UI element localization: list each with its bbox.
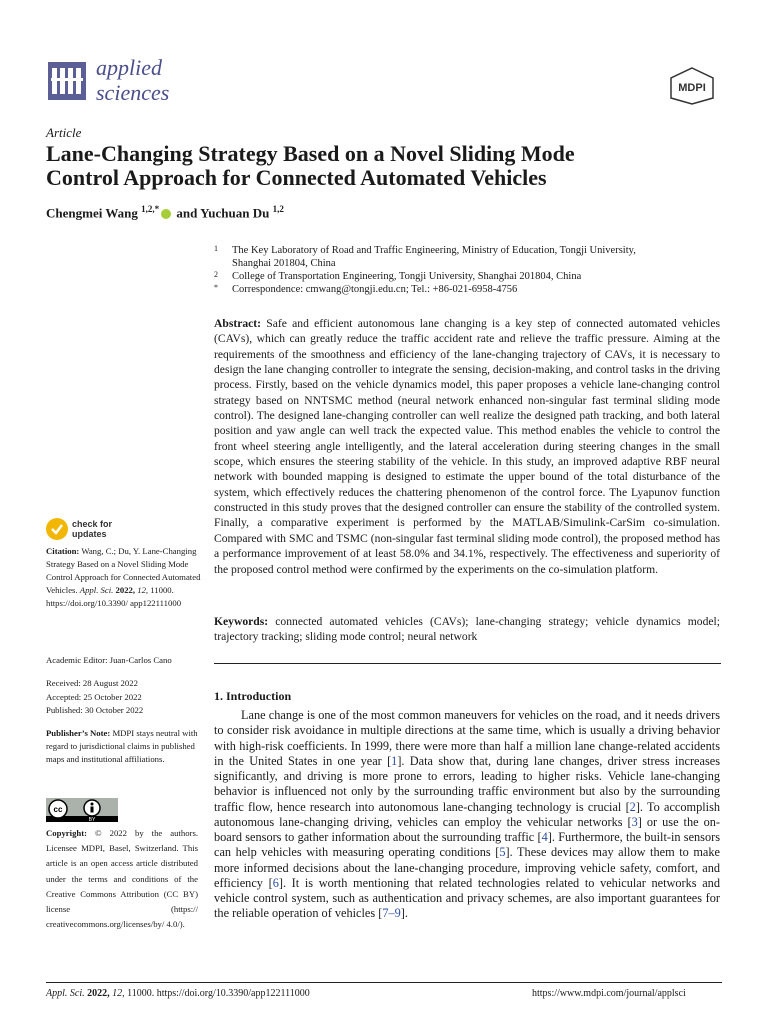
affiliation-mark: 2 <box>214 270 218 279</box>
citation-volume: 12, <box>137 585 149 595</box>
citation-link[interactable]: 5 <box>499 845 506 860</box>
citation-year: 2022, <box>115 585 136 595</box>
affiliation-row <box>214 257 734 270</box>
affiliation-text: College of Transportation Engineering, Tongji University, Shanghai 201804, China <box>232 271 582 282</box>
article-dates <box>46 677 143 718</box>
keywords-label: Keywords: <box>214 615 269 628</box>
orcid-icon[interactable] <box>161 209 171 219</box>
intro-text: ]. <box>400 906 408 921</box>
section-heading: 1. Introduction <box>214 689 292 703</box>
check-updates-line2: updates <box>72 529 107 539</box>
publisher-note-text: MDPI stays neutral with regard to jurisdictional claims in published maps and institutional affiliations. <box>46 728 198 764</box>
intro-text: ] or use the on-board sensors to gather information about the surrounding traffic [ <box>214 814 720 844</box>
academic-editor: Academic Editor: Juan-Carlos Cano <box>46 655 172 665</box>
title-line-2: Control Approach for Connected Automated Vehicles <box>46 165 547 190</box>
check-for-updates-icon[interactable] <box>46 518 68 540</box>
affiliation-text: The Key Laboratory of Road and Traffic Engineering, Ministry of Education, Tongji University, <box>232 245 636 256</box>
svg-text:cc: cc <box>53 805 63 814</box>
footer-citation <box>46 988 310 999</box>
citation-link[interactable]: 2 <box>629 799 636 814</box>
journal-name-line2: sciences <box>96 80 170 105</box>
citation-label: Citation: <box>46 546 80 556</box>
author-affil-marks: 1,2 <box>272 204 284 214</box>
affiliation-text: Shanghai 201804, China <box>232 258 336 269</box>
intro-text: ]. These devices may allow them to make more informed decisions about the lane-changing procedure, improving vehicle safety, comfort, and efficiency [ <box>214 845 720 890</box>
intro-paragraph <box>214 708 720 922</box>
footer-doi[interactable]: 11000. https://doi.org/10.3390/app122111000 <box>127 988 310 999</box>
affiliation-row <box>214 270 734 283</box>
title-line-1: Lane-Changing Strategy Based on a Novel Sliding Mode <box>46 141 575 166</box>
check-for-updates-button[interactable] <box>72 519 112 539</box>
publisher-note-label: Publisher’s Note: <box>46 728 111 738</box>
intro-text: Lane change is one of the most common maneuvers for vehicles on the road, and it needs drivers to consider risk avoidance in multiple directions at the same time, which is usually a driving behavior with high-risk coefficients. In 1999, there were more than half a million lane change-related accidents in the United States in one year [ <box>214 708 720 768</box>
footer-year: 2022, <box>87 988 110 999</box>
intro-text: ]. Data show that, during lane changes, driver stress increases significantly, and driving is more prone to errors, leading to higher risks. Vehicle lane-changing behavior is influenced not only by the surrounding traffic environment but also by the surrounding traffic flow, hence research into autonomous lane-changing technology is crucial [ <box>214 753 720 814</box>
mdpi-logo-icon <box>667 66 717 106</box>
footer-journal-url[interactable]: https://www.mdpi.com/journal/applsci <box>532 988 686 999</box>
check-updates-line1: check for <box>72 519 113 529</box>
mdpi-logo-text: MDPI <box>678 82 706 94</box>
author-affil-marks: 1,2,* <box>141 204 160 214</box>
cc-by-label: BY <box>88 817 96 822</box>
journal-name-line1: applied <box>96 55 162 80</box>
author-name[interactable]: Yuchuan Du <box>200 205 270 221</box>
citation-link[interactable]: 6 <box>272 875 279 890</box>
intro-text: ]. Furthermore, the built-in sensors can help vehicles with measuring operating conditions [ <box>214 830 720 860</box>
citation-doi[interactable]: 11000. https://doi.org/10.3390/ app122111000 <box>46 585 182 608</box>
affiliation-mark: 1 <box>214 244 218 253</box>
received-date: Received: 28 August 2022 <box>46 678 138 688</box>
cc-by-license-icon[interactable] <box>46 798 118 822</box>
citation-link[interactable]: 1 <box>391 753 398 768</box>
affiliation-row <box>214 244 734 257</box>
footer-divider <box>46 982 722 983</box>
footer-volume: 12, <box>112 988 125 999</box>
abstract-label: Abstract: <box>214 317 262 330</box>
abstract-text: Safe and efficient autonomous lane changing is a key step of connected automated vehicles (CAVs), which can greatly reduce the traffic accident rate and relieve the traffic pressure. Aiming at the requirements of the smoothness and efficiency of the lane-changing trajectory of CAVs, it is necessary to design the lane changing controller to integrate the sensing, decision-making, and control tasks in the driving process. Firstly, based on the vehicle dynamics model, this paper proposes a vehicle lane-changing control strategy based on NNTSMC method (neural network enhanced non-singular fast terminal sliding mode control). The designed lane-changing controller can well realize the designed path tracking, and both lateral position and yaw angle can well track the expected value. This method enables the vehicle to control the front wheel steering angle intelligently, and the lateral acceleration during steering changes in the small scope, which ensures the steering stability of the vehicle. In this study, an improved adaptive RBF neural network with bounded mapping is designed to estimate the upper bound of the total disturbance of the system, which effectively reduces the chattering phenomenon of the control force. The Lyapunov function constructed in this study proves that the designed controller can ensure the stability of the controlled system. Finally, a comparative experiment is performed by the MATLAB/Simulink-CarSim co-simulation. Compared with SMC and TSMC (non-singular fast terminal sliding mode control), the proposed method has a performance improvement of at least 58.0% and 34.1%, respectively. The effectiveness and superiority of the proposed control method were confirmed by the experiments on the co-simulation platform. <box>214 317 720 576</box>
keywords-text: connected automated vehicles (CAVs); lane-changing strategy; vehicle dynamics model; trajectory tracking; sliding mode control; neural network <box>214 615 720 644</box>
author-list <box>46 204 284 221</box>
keywords <box>214 614 720 645</box>
publisher-note <box>46 727 201 766</box>
published-date: Published: 30 October 2022 <box>46 705 144 715</box>
article-title <box>46 142 706 190</box>
footer-journal: Appl. Sci. <box>46 988 85 999</box>
citation-link[interactable]: 3 <box>631 814 638 829</box>
affiliation-mark: * <box>214 283 218 292</box>
citation-text: Wang, C.; Du, Y. Lane-Changing Strategy Based on a Novel Sliding Mode Control Approach for Connected Automated Vehicles. <box>46 546 201 595</box>
intro-text: ]. To accomplish autonomous lane-changing driving, vehicles can employ the vehicular networks [ <box>214 799 721 829</box>
section-divider <box>214 663 721 664</box>
article-type: Article <box>46 125 82 140</box>
abstract <box>214 316 720 577</box>
affiliation-row <box>214 283 734 296</box>
citation-block <box>46 545 201 610</box>
affiliations <box>214 244 734 296</box>
journal-logo-icon <box>48 62 86 100</box>
accepted-date: Accepted: 25 October 2022 <box>46 691 142 702</box>
author-name[interactable]: Chengmei Wang <box>46 205 138 221</box>
intro-text: ]. It is worth mentioning that related technologies related to vehicular networks and vehicle control system, such as authentication and privacy schemes, are also important guarantees for the reliable operation of vehicles [ <box>214 875 720 921</box>
correspondence-text[interactable]: Correspondence: cmwang@tongji.edu.cn; Tel.: +86-021-6958-4756 <box>232 284 518 295</box>
citation-journal: Appl. Sci. <box>79 585 114 595</box>
copyright-text: © 2022 by the authors. Licensee MDPI, Basel, Switzerland. This article is an open access article distributed under the terms and conditions of the Creative Commons Attribution (CC BY) license (https:// creativecommons.org/licenses/by/ 4.0/). <box>46 828 199 930</box>
author-conjunction: and <box>176 205 198 221</box>
copyright-block <box>46 826 198 932</box>
citation-link[interactable]: 4 <box>541 830 548 844</box>
copyright-label: Copyright: <box>46 828 88 838</box>
citation-link[interactable]: 7–9 <box>382 906 401 921</box>
